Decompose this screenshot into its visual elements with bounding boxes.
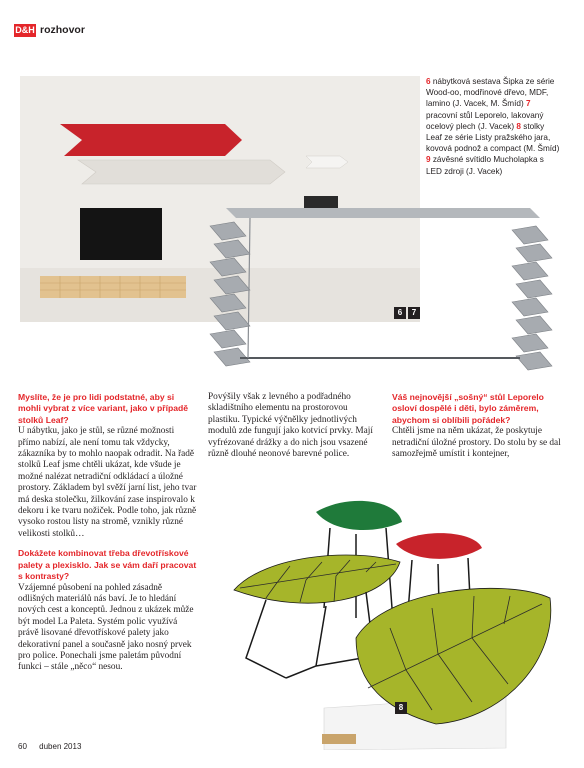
caption-num-7: 7 [525,99,531,109]
interview-answer-1: U nábytku, jako je stůl, se různé možnosti přímo nabízí, ale není tomu tak vždycky, zákazníka by to mohlo naopak odradit. Na řadě stolků Leaf jsme chtěli ukázat, kde všude je možné nalézat netradiční odkládací a úložné prostory. Základem byl svěží jarní list, jeho tvar má deska stolečku, žilkování zase inspirovalo k dekoru i ke tvaru nožiček. Podle toho, jak různě vysoko rostou listy na stromě, vznikly různé velikosti stolků… [18,426,197,539]
caption-text-7: pracovní stůl Leporelo, lakovaný ocelový plech (J. Vacek) [426,110,544,131]
leporelo-desk-top [226,208,540,218]
interview-answer-3: Chtěli jsme na něm ukázat, že poskytuje netradiční úložné prostory. Do stolu by se dal samozřejmě umístit i kontejner, [392,426,561,460]
caption-num-8: 8 [516,121,521,131]
leaf-table-large-front [356,588,551,724]
television [80,208,162,260]
arrow-shelf-red [60,124,242,156]
page-footer [18,742,81,752]
arrow-shelf-grey [78,160,285,184]
issue-date: duben 2013 [39,742,82,751]
leaf-table-large-left [234,555,400,603]
leaf-table-green-small [316,501,402,530]
interview-question-2: Dokážete kombinovat třeba dřevotřískové palety a plexisklo. Jak se vám daří pracovat s kontrasty? [18,548,197,582]
interview-answer-continued: Povýšily však z levného a podřadného skladištního elementu na prostorovou plastiku. Typické výčnělky jednotlivých modulů zde fungují jako kotvicí prvky. Mají vyfrézované drážky a do nich jsou vsazené různě dlouhé neonové barevné police. [208,392,373,460]
leaf-tables-illustration [206,488,576,750]
interview-answer-2: Vzájemné působení na pohled zásadně odlišných materiálů nás baví. Je to hledání nových cest a konceptů. Jednou z ukázek může být model La Paleta. Systém polic využívá právě lisované dřevotřískové palety jako dekorativní panel a současně jako nosný prvek pro police. Ponechali jsme paletám původní funkci – stále „něco“ nesou. [18,582,194,673]
text-column-1 [18,392,198,674]
wooden-lowboard [40,276,186,298]
page-header [0,0,584,40]
photo-caption [426,76,562,177]
interview-question-3: Váš nejnovější „sošný“ stůl Leporelo osloví dospělé i děti, bylo záměrem, abychom si oblíbili pořádek? [392,392,544,425]
caption-text-8: stolky Leaf ze série Listy pražského jara, kovová podnož a compact (M. Šmíd) [426,121,560,154]
caption-text-6: nábytková sestava Šipka ze série Wood-oo, modřinové dřevo, MDF, lamino (J. Vacek, M. Šmíd) [426,77,555,109]
caption-num-6: 6 [426,77,431,86]
desk-side-left [210,222,250,366]
magazine-logo: D&H [15,25,35,35]
interview-question-1: Myslíte, že je pro lidi podstatné, aby si mohli vybrat z více variant, jako v případě stolků Leaf? [18,392,189,425]
caption-num-9: 9 [426,155,431,165]
caption-text-9: závěsné svítidlo Mucholapka s LED zdroji (J. Vacek) [426,155,544,176]
section-title: rozhovor [40,24,85,36]
photo-badge-8: 8 [395,702,407,714]
photo-badge-7: 7 [408,307,420,319]
text-column-2 [208,392,380,460]
photo-badge-6: 6 [394,307,406,319]
desk-side-right [512,226,552,370]
leaf-table-red [396,533,482,559]
text-column-3 [392,392,564,460]
page-number: 60 [18,742,27,751]
